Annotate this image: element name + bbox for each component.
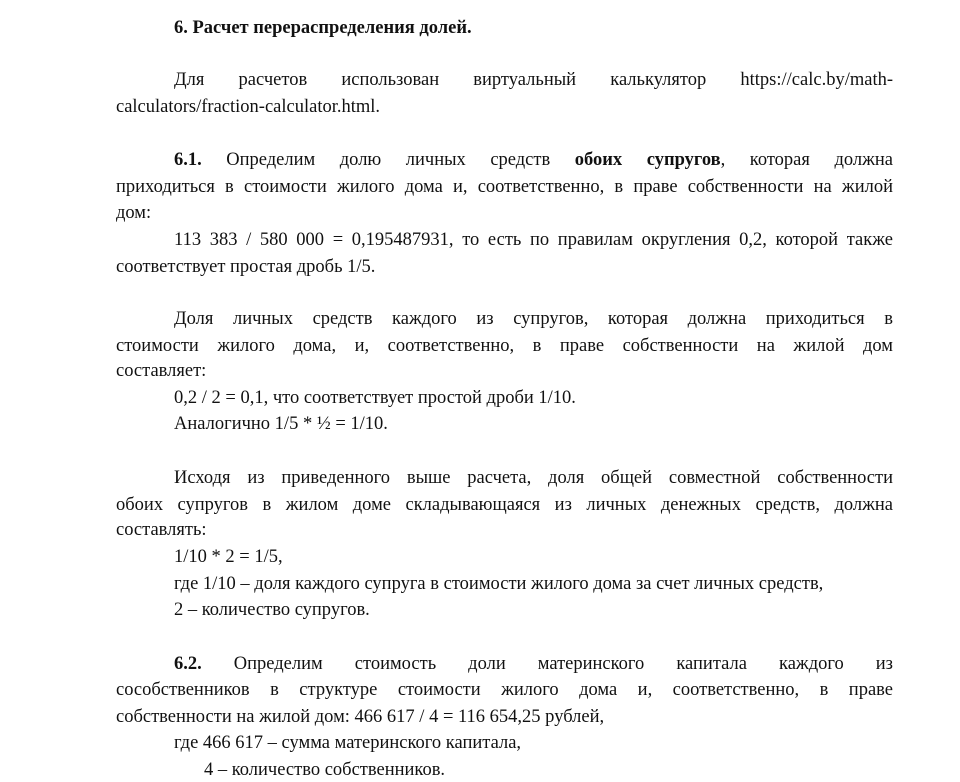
text-segment: Исходя из приведенного выше расчета, доля общей совместной собственности	[174, 468, 893, 488]
text-segment: 1/10 * 2 = 1/5,	[174, 547, 283, 567]
text-segment: Определим стоимость доли материнского капитала каждого из	[201, 654, 893, 674]
text-segment: где 1/10 – доля каждого супруга в стоимости жилого дома за счет личных средств,	[174, 574, 824, 594]
text-line	[116, 360, 206, 382]
text-line	[116, 519, 207, 541]
text-segment: собственности на жилой дом: 466 617 / 4 = 116 654,25 рублей,	[116, 707, 605, 727]
text-line	[116, 335, 893, 357]
text-line	[116, 256, 375, 278]
text-segment: 2 – количество супругов.	[174, 600, 370, 620]
bold-text: 6.1.	[174, 150, 202, 170]
text-segment: calculators/fraction-calculator.html.	[116, 97, 381, 117]
text-segment: где 466 617 – сумма материнского капитала,	[174, 733, 522, 753]
text-segment: Аналогично 1/5 * ½ = 1/10.	[174, 414, 388, 434]
text-line	[174, 653, 893, 675]
text-line	[116, 176, 893, 198]
bold-text: 6.2.	[174, 654, 202, 674]
text-segment: сособственников в структуре стоимости жилого дома и, соответственно, в праве	[116, 680, 893, 700]
text-line	[174, 69, 893, 91]
text-line	[174, 467, 893, 489]
text-segment: дом:	[116, 203, 152, 223]
text-line	[116, 679, 893, 701]
text-line	[116, 202, 151, 224]
text-segment: обоих супругов в жилом доме складывающаяся из личных денежных средств, должна	[116, 495, 893, 515]
text-line	[174, 599, 370, 621]
text-segment: составляет:	[116, 361, 207, 381]
text-line	[174, 732, 521, 754]
bold-text: обоих супругов	[574, 150, 721, 170]
text-line	[174, 229, 893, 251]
text-segment: стоимости жилого дома, и, соответственно, в праве собственности на жилой дом	[116, 336, 893, 356]
text-segment: 0,2 / 2 = 0,1, что соответствует простой дроби 1/10.	[174, 388, 576, 408]
text-line	[174, 387, 576, 409]
text-segment: Определим долю личных средств	[201, 150, 575, 170]
text-line	[174, 149, 893, 171]
text-line	[174, 308, 893, 330]
text-line	[174, 546, 283, 568]
text-segment: составлять:	[116, 520, 207, 540]
text-line	[174, 413, 388, 435]
text-line	[116, 96, 380, 118]
text-segment: 113 383 / 580 000 = 0,195487931, то есть по правилам округления 0,2, которой также	[174, 230, 893, 250]
text-segment: Доля личных средств каждого из супругов, которая должна приходиться в	[174, 309, 893, 329]
section-heading	[174, 17, 472, 39]
text-line	[116, 494, 893, 516]
text-segment: соответствует простая дробь 1/5.	[116, 257, 376, 277]
text-segment: Для расчетов использован виртуальный калькулятор https://calc.by/math-	[174, 70, 893, 90]
text-segment: , которая должна	[720, 150, 893, 170]
text-line	[116, 706, 604, 728]
bold-text: 6. Расчет перераспределения долей.	[174, 18, 472, 38]
text-line	[204, 759, 445, 781]
text-line	[174, 573, 823, 595]
text-segment: приходиться в стоимости жилого дома и, соответственно, в праве собственности на жилой	[116, 177, 893, 197]
text-segment: 4 – количество собственников.	[204, 760, 446, 780]
